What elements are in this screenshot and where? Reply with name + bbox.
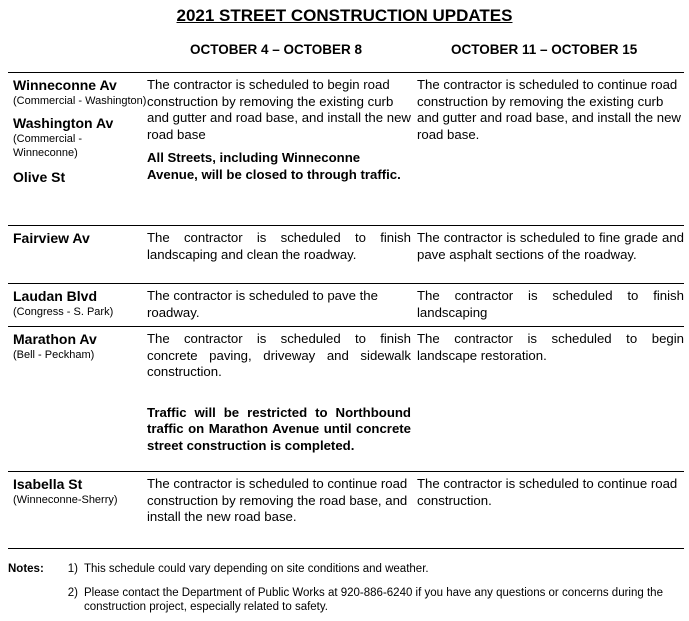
- note-item: [8, 586, 684, 615]
- street-name: Isabella St: [13, 476, 83, 492]
- week1-text: The contractor is scheduled to finish concrete paving, driveway and sidewalk construction.: [147, 331, 411, 379]
- street-limits: (Winneconne-Sherry): [13, 494, 118, 506]
- street-limits: (Commercial - Washington): [13, 95, 147, 107]
- week2-text: The contractor is scheduled to begin landscape restoration.: [417, 331, 684, 363]
- column-header-oct11: OCTOBER 11 – OCTOBER 15: [451, 42, 638, 57]
- week2-text: The contractor is scheduled to fine grade and pave asphalt sections of the roadway.: [417, 230, 684, 262]
- week1-text: The contractor is scheduled to finish landscaping and clean the roadway.: [147, 230, 411, 262]
- street-name: Winneconne Av: [13, 77, 117, 93]
- week2-text: The contractor is scheduled to continue road construction.: [417, 476, 678, 508]
- table-row: [8, 326, 684, 471]
- week1-text: The contractor is scheduled to begin road construction by removing the existing curb and gutter and road base, and install the new road base: [147, 77, 411, 142]
- street-cell: [8, 226, 147, 283]
- street-name: Fairview Av: [13, 230, 90, 246]
- note-number: 2): [67, 586, 78, 599]
- column-header-oct4: OCTOBER 4 – OCTOBER 8: [190, 42, 363, 57]
- table-row: [8, 471, 684, 548]
- street-name: Olive St: [13, 169, 66, 185]
- closure-notice: All Streets, including Winneconne Avenue, will be closed to through traffic.: [147, 150, 401, 182]
- week1-text: The contractor is scheduled to continue road construction by removing the road base, and install the new road base.: [147, 476, 408, 524]
- street-name: Washington Av: [13, 115, 114, 131]
- table-row: [8, 72, 684, 225]
- note-text: Please contact the Department of Public Works at 920-886-6240 if you have any questions or concerns during the construction project, especially related to safety.: [84, 586, 663, 613]
- traffic-notice: Traffic will be restricted to Northbound traffic on Marathon Avenue until concrete street construction is completed.: [147, 404, 411, 453]
- street-limits: (Commercial - Winneconne): [13, 133, 83, 159]
- week2-text: The contractor is scheduled to continue road construction by removing the existing curb and gutter and road base, and install the new road base.: [417, 77, 681, 142]
- note-number: 1): [67, 563, 78, 575]
- street-name: Marathon Av: [13, 331, 97, 347]
- week2-cell: [411, 73, 684, 225]
- page-title: 2021 STREET CONSTRUCTION UPDATES: [176, 6, 513, 25]
- street-cell: [8, 73, 147, 225]
- table-row: [8, 283, 684, 326]
- week1-cell: [147, 73, 411, 225]
- street-name: Laudan Blvd: [13, 288, 98, 304]
- note-text: This schedule could vary depending on site conditions and weather.: [84, 563, 429, 575]
- schedule-table: [8, 72, 684, 549]
- week1-cell: [147, 327, 411, 471]
- street-cell: [8, 327, 147, 471]
- week1-text: The contractor is scheduled to pave the roadway.: [147, 288, 378, 320]
- table-row: [8, 225, 684, 283]
- street-limits: (Bell - Peckham): [13, 349, 95, 361]
- notes-label: Notes:: [8, 563, 44, 575]
- notes-section: [8, 562, 684, 615]
- note-item: [8, 562, 684, 577]
- street-cell: [8, 472, 147, 548]
- street-limits: (Congress - S. Park): [13, 306, 114, 318]
- table-bottom-rule: [8, 548, 684, 549]
- week2-text: The contractor is scheduled to finish landscaping: [417, 288, 684, 320]
- street-cell: [8, 284, 147, 326]
